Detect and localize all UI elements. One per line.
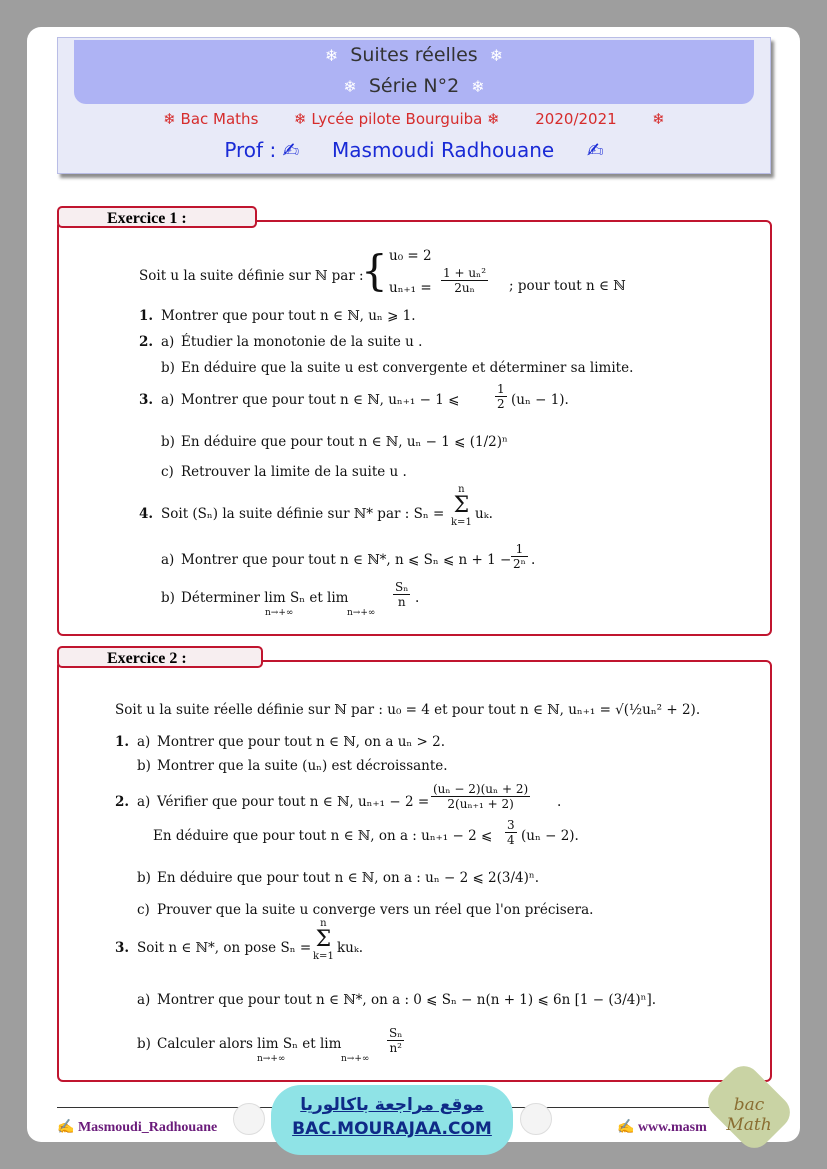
ex1-recurrence-lhs: uₙ₊₁ =: [389, 280, 432, 296]
period: .: [557, 794, 562, 810]
three-quarter-fraction: [505, 818, 517, 847]
exercise-2-body: [59, 662, 770, 1080]
q-part: a): [137, 794, 151, 810]
q-part: b): [161, 360, 175, 376]
period: .: [531, 552, 536, 568]
half-fraction: [495, 382, 507, 411]
limit-subscript: n→+∞: [265, 608, 294, 618]
fraction-denominator: 2(uₙ₊₁ + 2): [447, 797, 514, 811]
ex2-q2a-rhs: (uₙ − 2).: [521, 828, 579, 844]
footer-website[interactable]: [617, 1119, 707, 1136]
meta-year: 2020/2021: [535, 110, 617, 128]
ex2-q2c: Prouver que la suite u converge vers un réel que l'on précisera.: [157, 902, 594, 918]
snowflake-icon: ❄: [343, 77, 357, 96]
snowflake-icon: ❄: [293, 110, 307, 128]
q-part: b): [161, 590, 175, 606]
q-number: 1.: [139, 308, 154, 324]
fraction-numerator: 3: [507, 818, 515, 832]
ex1-q4b: Déterminer lim Sₙ et lim: [181, 590, 349, 606]
ex1-for-all: ; pour tout n ∈ ℕ: [509, 278, 626, 294]
fraction-numerator: 1: [511, 542, 528, 557]
fraction-denominator: n²: [389, 1041, 402, 1055]
ex2-q3-term: kuₖ.: [337, 940, 364, 956]
fraction-numerator: 1 + uₙ²: [443, 266, 487, 280]
ex2-q2b: En déduire que pour tout n ∈ ℕ, on a : uₙ − 2 ⩽ 2(3/4)ⁿ.: [157, 870, 540, 886]
ex1-q3b: En déduire que pour tout n ∈ ℕ, uₙ − 1 ⩽ (1/2)ⁿ: [181, 434, 508, 450]
fraction-numerator: (uₙ − 2)(uₙ + 2): [433, 782, 529, 796]
sn-over-n-fraction: [393, 580, 410, 609]
fraction-denominator: 2uₙ: [454, 281, 475, 295]
period: .: [415, 590, 420, 606]
ex1-q4: Soit (Sₙ) la suite définie sur ℕ* par : Sₙ =: [161, 506, 445, 522]
q-part: b): [161, 434, 175, 450]
fraction-denominator: 2ⁿ: [513, 557, 526, 571]
sigma: Σ: [453, 493, 470, 518]
ex1-q1: Montrer que pour tout n ∈ ℕ, uₙ ⩾ 1.: [161, 308, 416, 324]
sum-symbol: [451, 484, 472, 528]
prof-line: [58, 138, 770, 162]
ex1-q3a-rhs: (uₙ − 1).: [511, 392, 569, 408]
q-part: b): [137, 1036, 151, 1052]
snowflake-icon: ❄: [324, 46, 339, 65]
book-logo-icon: [233, 1103, 265, 1135]
q-number: 2.: [115, 794, 130, 810]
ex2-definition: Soit u la suite réelle définie sur ℕ par : u₀ = 4 et pour tout n ∈ ℕ, uₙ₊₁ = √(½uₙ² + 2).: [115, 702, 701, 718]
fraction-denominator: 4: [507, 833, 515, 847]
snowflake-icon: ❄: [471, 77, 485, 96]
ex1-q4a: Montrer que pour tout n ∈ ℕ*, n ⩽ Sₙ ⩽ n + 1 −: [181, 552, 512, 568]
banner-arabic[interactable]: موقع مراجعة باكالوريا: [300, 1095, 484, 1115]
ex1-q2a: Étudier la monotonie de la suite u .: [181, 334, 423, 350]
footer-author-name: Masmoudi_Radhouane: [77, 1120, 218, 1135]
meta-level: Bac Maths: [180, 110, 259, 128]
snowflake-icon: ❄: [489, 46, 504, 65]
exercise-1-body: [59, 222, 770, 634]
q-part: a): [137, 734, 151, 750]
inverse-power-fraction: [511, 542, 528, 571]
title-band: [74, 40, 754, 104]
banner-url[interactable]: BAC.MOURAJAA.COM: [292, 1119, 492, 1139]
q-number: 3.: [115, 940, 130, 956]
bac-math-logo-text: bac Math: [726, 1095, 772, 1135]
pen-icon: ✍: [57, 1120, 75, 1135]
snowflake-icon: ❄: [652, 110, 665, 128]
meta-line: [58, 110, 770, 128]
sum-lower: k=1: [313, 951, 334, 962]
title: Suites réelles: [350, 44, 478, 66]
header-box: [57, 37, 771, 174]
ex1-q2b: En déduire que la suite u est convergente et déterminer sa limite.: [181, 360, 634, 376]
fraction-denominator: n: [397, 595, 406, 609]
ex2-q3a: Montrer que pour tout n ∈ ℕ*, on a : 0 ⩽ Sₙ − n(n + 1) ⩽ 6n [1 − (3/4)ⁿ].: [157, 992, 657, 1008]
pen-icon: ✍: [617, 1120, 635, 1135]
fraction-denominator: 2: [497, 397, 505, 411]
q-part: b): [137, 870, 151, 886]
sum-upper: n: [320, 918, 327, 929]
ex2-fraction: [431, 782, 530, 811]
limit-subscript: n→+∞: [347, 608, 376, 618]
footer-website-text[interactable]: www.masm: [637, 1120, 707, 1135]
ex1-recurrence-fraction: [441, 266, 488, 295]
snowflake-icon: ❄: [487, 110, 500, 128]
q-number: 3.: [139, 392, 154, 408]
exercise-1-tab: Exercice 1 :: [57, 206, 257, 228]
ex2-q1b: Montrer que la suite (uₙ) est décroissante.: [157, 758, 448, 774]
brace: {: [361, 246, 388, 295]
q-part: a): [161, 552, 175, 568]
page: [27, 27, 800, 1142]
exercise-2-tab: Exercice 2 :: [57, 646, 263, 668]
sn-over-n2-fraction: [387, 1026, 404, 1055]
q-number: 4.: [139, 506, 154, 522]
ex1-u0: u₀ = 2: [389, 248, 432, 264]
exercise-2-frame: [57, 660, 772, 1082]
ex1-definition-intro: Soit u la suite définie sur ℕ par :: [139, 268, 364, 284]
pen-icon: ✍: [282, 138, 300, 162]
q-part: b): [137, 758, 151, 774]
sum-symbol: [313, 918, 334, 962]
fraction-numerator: 1: [497, 382, 505, 396]
sigma: Σ: [315, 927, 332, 952]
fraction-numerator: Sₙ: [395, 580, 409, 594]
prof-name: Masmoudi Radhouane: [332, 138, 555, 162]
footer-author: [57, 1119, 217, 1136]
title-line-1: [74, 40, 754, 71]
ex2-q1a: Montrer que pour tout n ∈ ℕ, on a uₙ > 2.: [157, 734, 446, 750]
ex2-q2a-deduce: En déduire que pour tout n ∈ ℕ, on a : uₙ₊₁ − 2 ⩽: [153, 828, 493, 844]
limit-subscript: n→+∞: [257, 1054, 286, 1064]
ex2-q3b: Calculer alors lim Sₙ et lim: [157, 1036, 342, 1052]
book-logo-icon: [520, 1103, 552, 1135]
q-part: a): [161, 392, 175, 408]
q-part: c): [161, 464, 174, 480]
fraction-numerator: Sₙ: [389, 1026, 403, 1040]
prof-label: Prof :: [224, 138, 277, 162]
ex2-q3: Soit n ∈ ℕ*, on pose Sₙ =: [137, 940, 312, 956]
q-part: a): [161, 334, 175, 350]
pen-icon: ✍: [586, 138, 604, 162]
ex1-q3a: Montrer que pour tout n ∈ ℕ, uₙ₊₁ − 1 ⩽: [181, 392, 460, 408]
limit-subscript: n→+∞: [341, 1054, 370, 1064]
site-banner[interactable]: [271, 1085, 513, 1155]
q-number: 1.: [115, 734, 130, 750]
q-number: 2.: [139, 334, 154, 350]
ex1-q3c: Retrouver la limite de la suite u .: [181, 464, 407, 480]
sum-lower: k=1: [451, 517, 472, 528]
ex2-q2a: Vérifier que pour tout n ∈ ℕ, uₙ₊₁ − 2 =: [157, 794, 430, 810]
sum-upper: n: [458, 484, 465, 495]
meta-school: Lycée pilote Bourguiba: [311, 110, 483, 128]
q-part: a): [137, 992, 151, 1008]
snowflake-icon: ❄: [163, 110, 176, 128]
series-number: Série N°2: [368, 75, 460, 97]
ex1-q4-term: uₖ.: [475, 506, 493, 522]
q-part: c): [137, 902, 150, 918]
exercise-1-frame: [57, 220, 772, 636]
title-line-2: [74, 71, 754, 102]
